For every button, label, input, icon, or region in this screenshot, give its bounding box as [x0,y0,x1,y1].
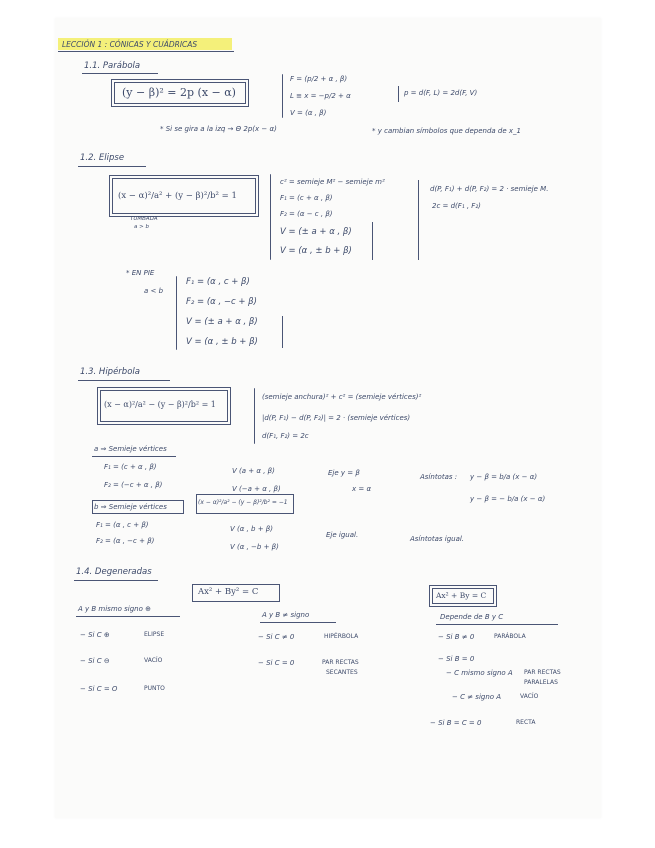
col1-case-3-value: PUNTO [144,685,165,692]
elipse-pie-focus-2: F₂ = (α , −c + β) [186,297,257,307]
page-title: LECCIÓN 1 : CÓNICAS Y CUÁDRICAS [62,40,198,49]
parabola-focus: F = (p/2 + α , β) [290,75,348,83]
hiperbola-focal-distance: d(F₁, F₂) = 2c [262,432,309,440]
col1-case-2: − Si C ⊖ [80,657,110,665]
heading-underline [82,73,158,74]
col1-case-3: − Si C = O [80,685,118,693]
col1-case-2-value: VACÍO [144,657,163,664]
hiperbola-asintotas-igual: Asíntotas igual. [410,535,465,543]
elipse-vertex-a: V = (± a + α , β) [280,227,352,237]
col1-case-1-value: ELIPSE [144,631,165,638]
hiperbola-vertex-1: V (a + α , β) [232,467,275,475]
separator [398,86,399,102]
parabola-relation: p = d(F, L) = 2d(F, V) [404,89,478,97]
hiperbola-eje-y: Eje y = β [328,469,360,477]
hiperbola-equation: (x − α)²/a² − (y − β)²/b² = 1 [104,400,216,409]
degeneradas-col1-head: A y B mismo signo ⊕ [78,605,151,613]
degeneradas-equation-2: Ax² + By = C [436,591,487,600]
hiperbola-eje-igual: Eje igual. [326,531,359,539]
hiperbola-asintota-1: y − β = b/a (x − α) [470,473,538,481]
head-underline [436,624,558,625]
elipse-tumbada-cond: a > b [134,224,149,230]
head-underline [76,616,180,617]
elipse-distance-sum: d(P, F₁) + d(P, F₂) = 2 · semieje M. [430,185,549,193]
elipse-focus-1: F₁ = (c + α , β) [280,194,333,202]
hiperbola-eje-x: x = α [352,485,372,493]
brace [254,388,255,444]
hiperbola-vertex-4: V (α , −b + β) [230,543,279,551]
parabola-directrix: L ≡ x = −p/2 + α [290,92,351,100]
section-heading-degeneradas: 1.4. Degeneradas [76,567,152,577]
col1-case-1: − Si C ⊕ [80,631,110,639]
col2-case-2: − Si C = 0 [258,659,295,667]
hiperbola-b-label-box [92,500,184,514]
elipse-pie-focus-1: F₁ = (α , c + β) [186,277,250,287]
col3-case-5-value: RECTA [516,719,536,726]
hiperbola-distance-diff: |d(P, F₁) − d(P, F₂)| = 2 · (semieje vértices) [262,414,411,422]
section-heading-elipse: 1.2. Elipse [80,153,125,163]
col3-case-1-value: PARÁBOLA [494,633,526,640]
elipse-focal-distance: 2c = d(F₁ , F₂) [432,202,481,210]
col3-case-2: − Si B = 0 [438,655,475,663]
col3-case-3: − C mismo signo A [446,669,513,677]
heading-underline [78,380,170,381]
degeneradas-col2-head: A y B ≠ signo [262,611,310,619]
elipse-pie-cond: a < b [144,287,164,295]
hiperbola-a-label: a ⇒ Semieje vértices [94,445,167,453]
hiperbola-b-focus-2: F₂ = (α , −c + β) [96,537,155,545]
separator [418,180,419,260]
hiperbola-b-focus-1: F₁ = (α , c + β) [96,521,149,529]
hiperbola-vertex-3: V (α , b + β) [230,525,273,533]
col3-case-3-value: PAR RECTAS [524,669,561,676]
col3-case-5: − Si B = C = 0 [430,719,482,727]
heading-underline [78,166,146,167]
hiperbola-asintotas-label: Asíntotas : [420,473,458,481]
heading-underline [74,580,158,581]
col2-case-1-value: HIPÉRBOLA [324,633,359,640]
elipse-vertex-b: V = (α , ± b + β) [280,246,352,256]
col2-case-1: − Si C ≠ 0 [258,633,295,641]
elipse-tumbada-label: TUMBADA [130,216,158,222]
parabola-equation: (y − β)² = 2p (x − α) [122,86,236,99]
elipse-focus-2: F₂ = (α − c , β) [280,210,333,218]
hiperbola-asintota-2: y − β = − b/a (x − α) [470,495,546,503]
col3-case-1: − Si B ≠ 0 [438,633,475,641]
elipse-pie-vertex-a: V = (± a + α , β) [186,317,258,327]
elipse-pie-note: * EN PIE [126,269,155,277]
elipse-c-relation: c² = semieje M² − semieje m² [280,178,385,186]
brace [176,276,177,350]
col3-case-4: − C ≠ signo A [452,693,502,701]
section-heading-hiperbola: 1.3. Hipérbola [80,367,140,377]
parabola-note-rotate: * Si se gira a la izq → Θ 2p(x − α) [160,125,277,133]
section-heading-parabola: 1.1. Parábola [84,61,141,71]
parabola-note-symbols: * y cambian símbolos que dependa de x_1 [372,127,522,135]
parabola-vertex: V = (α , β) [290,109,327,117]
label-underline [92,456,176,457]
hiperbola-a-focus-1: F₁ = (c + α , β) [104,463,157,471]
col3-case-4-value: VACÍO [520,693,539,700]
degeneradas-col3-head: Depende de B y C [440,613,504,621]
separator [372,222,373,260]
col3-case-3-value-b: PARALELAS [524,679,558,686]
hiperbola-conjugate-eq: (x − α)²/a² − (y − β)²/b² = −1 [198,499,288,506]
head-underline [260,622,336,623]
col2-case-2-value: PAR RECTAS [322,659,359,666]
hiperbola-b-label: b ⇒ Semieje vértices [94,503,167,511]
title-underline [58,51,234,52]
elipse-equation: (x − α)²/a² + (y − β)²/b² = 1 [118,191,237,201]
brace [282,74,283,118]
col2-case-2-value-b: SECANTES [326,669,358,676]
degeneradas-equation-1: Ax² + By² = C [198,587,259,597]
hiperbola-vertex-2: V (−a + α , β) [232,485,281,493]
hiperbola-c-relation: (semieje anchura)² + c² = (semieje vértices)² [262,393,422,401]
brace [270,174,271,260]
elipse-pie-vertex-b: V = (α , ± b + β) [186,337,258,347]
separator [282,316,283,348]
hiperbola-a-focus-2: F₂ = (−c + α , β) [104,481,163,489]
